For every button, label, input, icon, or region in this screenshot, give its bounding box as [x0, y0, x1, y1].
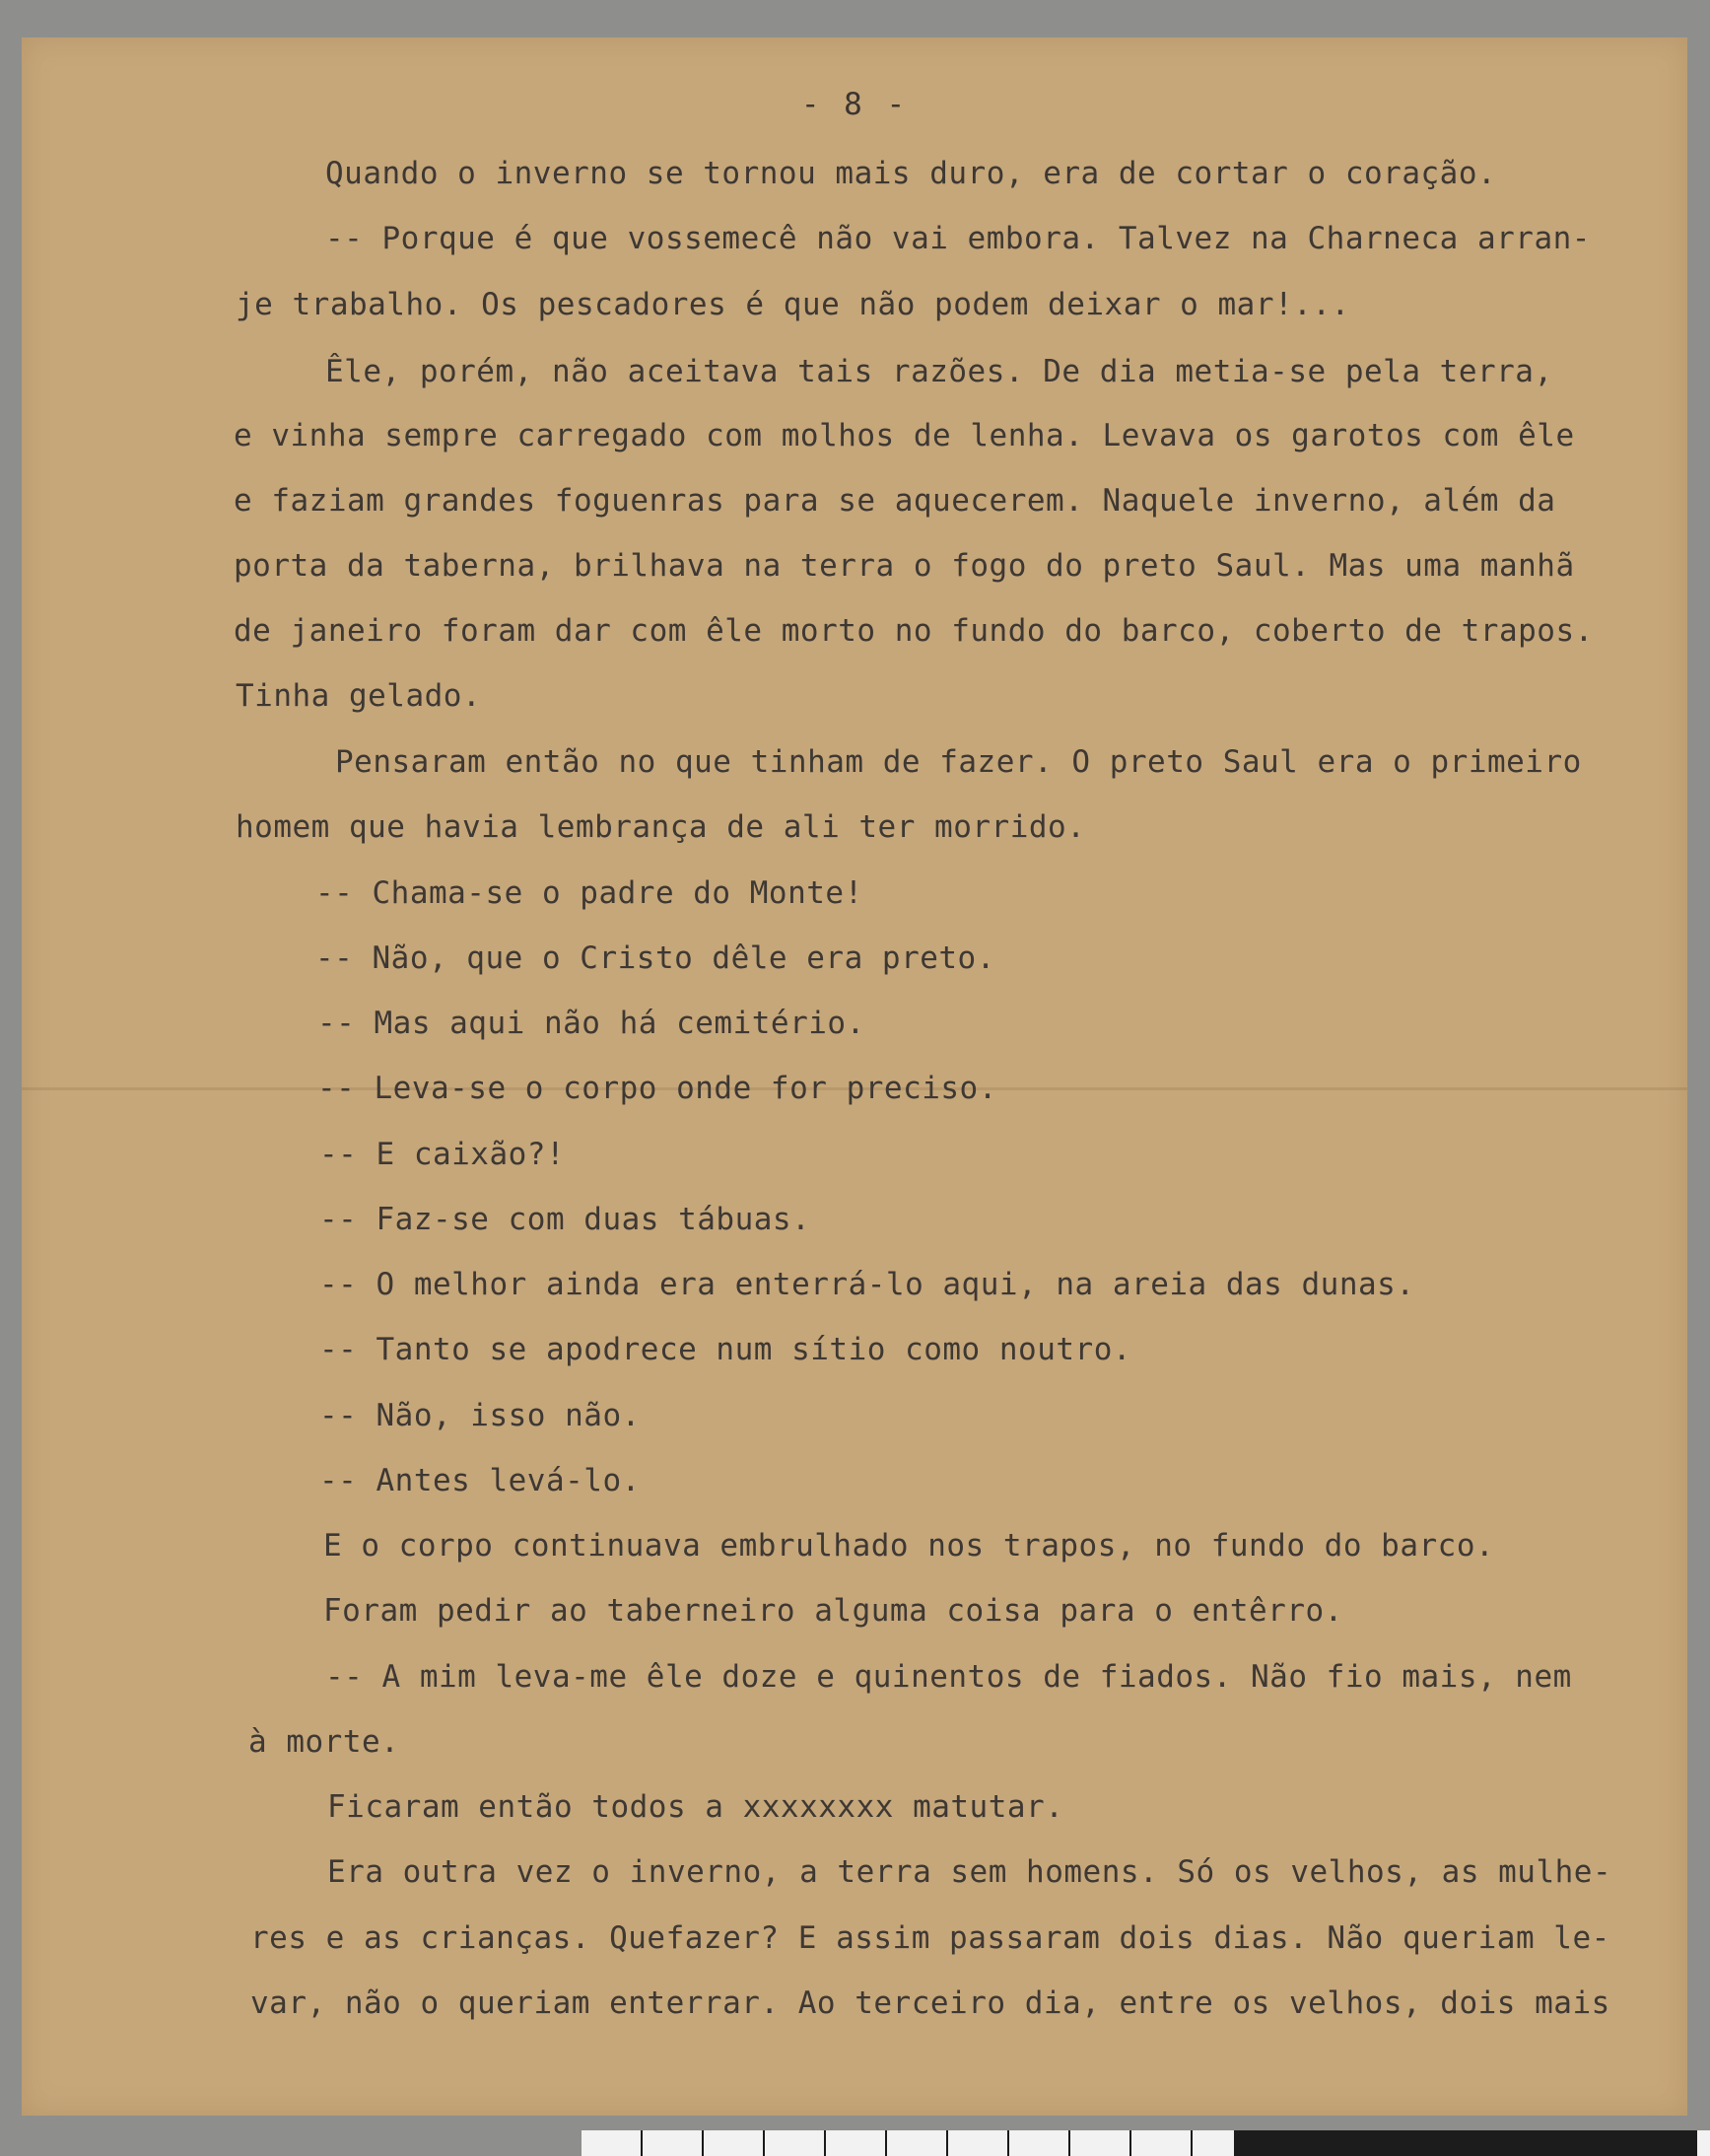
text-line: Era outra vez o inverno, a terra sem homens. Só os velhos, as mulhe-: [327, 1854, 1612, 1890]
text-line: Quando o inverno se tornou mais duro, era de cortar o coração.: [325, 156, 1497, 191]
text-line: à morte.: [248, 1724, 400, 1760]
text-line: e faziam grandes foguenras para se aquecerem. Naquele inverno, além da: [234, 483, 1556, 519]
text-line: -- Não, que o Cristo dêle era preto.: [315, 940, 995, 976]
page-number: - 8 -: [800, 87, 909, 122]
text-line: -- Leva-se o corpo onde for preciso.: [317, 1071, 997, 1106]
text-line: porta da taberna, brilhava na terra o fogo do preto Saul. Mas uma manhã: [234, 548, 1575, 584]
text-line: homem que havia lembrança de ali ter morrido.: [236, 809, 1086, 845]
text-line: -- A mim leva-me êle doze e quinentos de fiados. Não fio mais, nem: [325, 1659, 1572, 1695]
text-line: Pensaram então no que tinham de fazer. O preto Saul era o primeiro: [335, 744, 1582, 780]
scale-dark-segment: [1234, 2130, 1697, 2156]
text-line: -- Mas aqui não há cemitério.: [317, 1006, 865, 1041]
text-line: -- Chama-se o padre do Monte!: [315, 875, 863, 911]
text-line: -- O melhor ainda era enterrá-lo aqui, na areia das dunas.: [319, 1267, 1415, 1302]
text-line: -- E caixão?!: [319, 1137, 566, 1172]
text-line: Foram pedir ao taberneiro alguma coisa para o entêrro.: [323, 1593, 1343, 1629]
text-line: -- Tanto se apodrece num sítio como noutro.: [319, 1332, 1132, 1367]
text-line: -- Faz-se com duas tábuas.: [319, 1202, 811, 1237]
document-page: [22, 37, 1687, 2116]
text-line: de janeiro foram dar com êle morto no fundo do barco, coberto de trapos.: [234, 613, 1594, 649]
text-line: -- Porque é que vossemecê não vai embora. Talvez na Charneca arran-: [325, 221, 1591, 256]
text-line: -- Não, isso não.: [319, 1398, 641, 1433]
text-line: Ficaram então todos a xxxxxxxx matutar.: [327, 1789, 1064, 1825]
text-line: E o corpo continuava embrulhado nos trapos, no fundo do barco.: [323, 1528, 1495, 1564]
text-line: -- Antes levá-lo.: [319, 1463, 641, 1498]
text-line: je trabalho. Os pescadores é que não podem deixar o mar!...: [236, 287, 1350, 322]
text-line: Tinha gelado.: [236, 678, 482, 714]
text-line: Êle, porém, não aceitava tais razões. De dia metia-se pela terra,: [325, 354, 1553, 389]
text-line: var, não o queriam enterrar. Ao terceiro dia, entre os velhos, dois mais: [250, 1985, 1610, 2021]
text-line: res e as crianças. Quefazer? E assim passaram dois dias. Não queriam le-: [250, 1920, 1610, 1956]
color-scale-bar: [581, 2130, 1710, 2156]
text-line: e vinha sempre carregado com molhos de lenha. Levava os garotos com êle: [234, 418, 1575, 453]
